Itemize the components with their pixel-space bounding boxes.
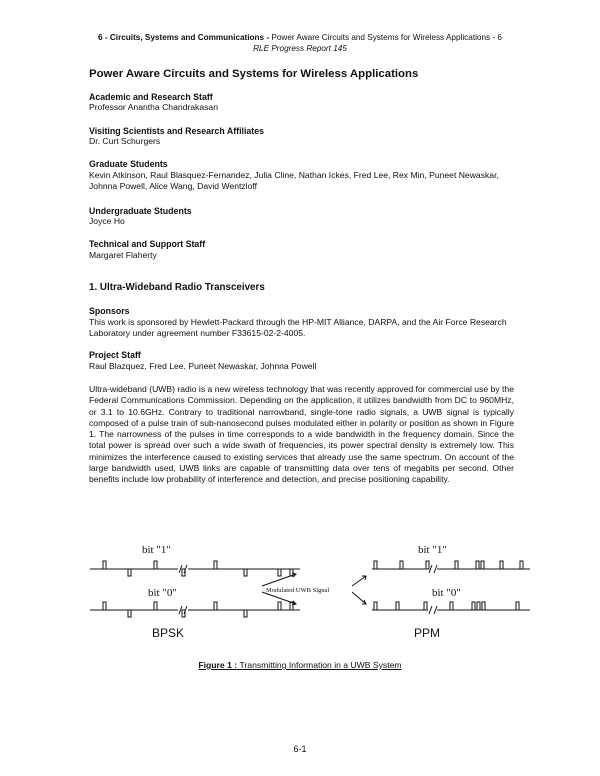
project-staff-text: Raul Blazquez, Fred Lee, Puneet Newaskar, Johnna Powell <box>89 361 317 371</box>
running-header <box>0 32 600 43</box>
staff-heading-graduate: Graduate Students <box>89 159 168 169</box>
sponsors-text: This work is sponsored by Hewlett-Packard through the HP-MIT Alliance, DARPA, and the Air Force Research Laboratory under agreement number F33615-02-2-4005. <box>89 317 507 339</box>
header-report: RLE Progress Report 145 <box>253 44 347 53</box>
sponsors-heading: Sponsors <box>89 306 130 316</box>
ppm-bit1-label: bit "1" <box>418 544 447 556</box>
staff-text-undergraduate: Joyce Ho <box>89 216 125 226</box>
caption-text: Transmitting Information in a UWB System <box>239 660 402 670</box>
header-running-title: Power Aware Circuits and Systems for Wireless Applications - 6 <box>271 33 502 42</box>
bpsk-bit1-signal <box>90 561 300 576</box>
ppm-bit0-signal <box>372 602 530 614</box>
ppm-label: PPM <box>414 626 441 640</box>
page-number: 6-1 <box>293 744 307 754</box>
modulated-signal-label: Modulated UWB Signal <box>266 587 330 594</box>
bpsk-bit1-label: bit "1" <box>142 544 171 556</box>
ppm-bit1-signal <box>372 561 530 573</box>
staff-text-graduate: Kevin Atkinson, Raul Blasquez-Fernandez, Julia Cline, Nathan Ickes, Fred Lee, Rex Min, Puneet Newaskar, Johnna Powell, Alice Wang, David Wentzloff <box>89 170 499 192</box>
ppm-bit0-label: bit "0" <box>432 587 461 599</box>
staff-text-technical: Margaret Flaherty <box>89 250 157 260</box>
body-paragraph: Ultra-wideband (UWB) radio is a new wireless technology that was recently approved for commercial use by the Federal Communications Commission. Depending on the application, it utilizes bandwidth from DC to 960MHz, or 3.1 to 10.6GHz. Contrary to traditional narrowband, single-tone radio signals, a UWB signal is typically composed of a pulse train of sub-nanosecond pulses modulated either in polarity or position as shown in Figure 1. The narrowness of the pulses in time corresponds to a wide bandwidth in the frequency domain. Since the total power is spread over such a wide swath of frequencies, its power spectral density is extremely low. This minimizes the interference caused to existing services that already use the same spectrum. On account of the large bandwidth used, UWB links are capable of transmitting data over tens of megabits per second. Other benefits include low probability of interference and detection, and precise positioning capability. <box>89 384 514 485</box>
staff-heading-undergraduate: Undergraduate Students <box>89 206 192 216</box>
section-title: 1. Ultra-Wideband Radio Transceivers <box>89 282 265 293</box>
staff-text-visiting: Dr. Curt Schurgers <box>89 136 161 146</box>
bpsk-bit0-label: bit "0" <box>148 587 177 599</box>
figure-caption <box>0 660 600 670</box>
staff-heading-visiting: Visiting Scientists and Research Affiliates <box>89 126 265 136</box>
staff-heading-academic: Academic and Research Staff <box>89 92 213 102</box>
page-title: Power Aware Circuits and Systems for Wireless Applications <box>89 68 419 80</box>
bpsk-label: BPSK <box>152 626 185 640</box>
staff-heading-technical: Technical and Support Staff <box>89 239 206 249</box>
header-chapter: 6 - Circuits, Systems and Communications - <box>98 33 272 42</box>
uwb-figure <box>90 532 530 628</box>
bpsk-bit0-signal <box>90 602 300 617</box>
caption-prefix: Figure 1 : <box>198 660 240 670</box>
project-staff-heading: Project Staff <box>89 350 141 360</box>
staff-text-academic: Professor Anantha Chandrakasan <box>89 102 218 112</box>
